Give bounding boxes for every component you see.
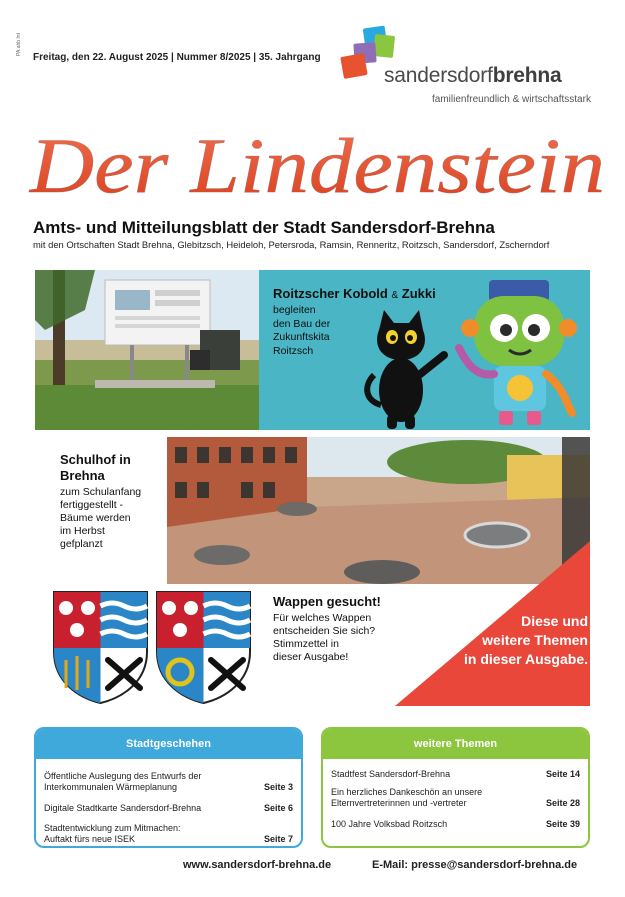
subtitle: Amts- und Mitteilungsblatt der Stadt Sandersdorf-Brehna: [33, 218, 495, 237]
toc-item-text: Stadtfest Sandersdorf-Brehna: [331, 769, 451, 779]
footer-website-link[interactable]: www.sandersdorf-brehna.de: [183, 859, 332, 871]
toc-item-page: Seite 28: [545, 798, 580, 808]
weitere-themen-header: weitere Themen: [323, 729, 588, 759]
schulhof-body-line: gefplanzt: [60, 538, 103, 550]
kobold-feature: [259, 270, 590, 430]
toc-item[interactable]: [331, 787, 580, 809]
toc-item[interactable]: [331, 819, 580, 830]
toc-item-text: 100 Jahre Volksbad Roitzsch: [331, 819, 448, 829]
kobold-title-b: Zukki: [401, 286, 436, 301]
schulhof-teaser: [60, 452, 170, 551]
black-cat-icon: [359, 305, 449, 430]
wappen-body-line: entscheiden Sie sich?: [273, 625, 376, 637]
logo-tagline: familienfreundlich & wirtschaftsstark: [432, 94, 591, 105]
toc-item-page: Seite 39: [545, 819, 580, 829]
schulhof-body-line: fertiggestellt -: [60, 499, 124, 511]
kobold-text-line: Zukunftskita: [273, 331, 330, 343]
stadtgeschehen-box: [34, 727, 303, 848]
construction-site-photo: [35, 270, 259, 430]
schulhof-body-line: Bäume werden: [60, 512, 131, 524]
toc-item-text: Digitale Stadtkarte Sandersdorf-Brehna: [44, 803, 202, 813]
teaser-line: weitere Themen: [482, 632, 588, 648]
toc-item-text: Stadtentwicklung zum Mitmachen:: [44, 823, 181, 833]
wappen-body-line: dieser Ausgabe!: [273, 651, 349, 663]
toc-item-page: Seite 14: [545, 769, 580, 779]
schulhof-title-line: Schulhof in: [60, 452, 131, 467]
schulhof-body: [60, 486, 170, 551]
teaser-text: [416, 612, 588, 669]
toc-item-text: Auftakt fürs neue ISEK: [44, 834, 136, 844]
issue-line: Freitag, den 22. August 2025 | Nummer 8/2025 | 35. Jahrgang: [33, 52, 321, 63]
wappen-body-line: Für welches Wappen: [273, 612, 372, 624]
construction-site-image: [35, 270, 259, 430]
schulhof-body-line: im Herbst: [60, 525, 105, 537]
schulhof-body-line: zum Schulanfang: [60, 486, 142, 498]
wappen-title: Wappen gesucht!: [273, 594, 381, 609]
kobold-title: [273, 286, 436, 301]
teaser-line: in dieser Ausgabe.: [464, 651, 588, 667]
toc-item-text: Elternvertreterinnen und -vertreter: [331, 798, 467, 808]
weitere-themen-box: [321, 727, 590, 848]
kobold-title-a: Roitzscher Kobold: [273, 286, 388, 301]
masthead-title: [25, 108, 615, 218]
toc-item[interactable]: [44, 803, 293, 814]
toc-item-text: Ein herzliches Dankeschön an unsere: [331, 787, 483, 797]
toc-item-page: Seite 6: [263, 803, 293, 813]
schulhof-title: [60, 452, 170, 484]
logo-name: [384, 64, 562, 88]
side-code: PA.ahb Int: [16, 33, 22, 56]
footer-email-link[interactable]: E-Mail: presse@sandersdorf-brehna.de: [372, 859, 578, 871]
kobold-title-amp: &: [391, 290, 399, 301]
coat-of-arms-option-2-icon: [155, 590, 252, 705]
toc-item-page: Seite 7: [263, 834, 293, 844]
wappen-body-line: Stimmzettel in: [273, 638, 339, 650]
teaser-line: Diese und: [521, 613, 588, 629]
logo-name-bold: brehna: [492, 64, 562, 87]
toc-item[interactable]: [44, 823, 293, 845]
coat-of-arms-option-1-icon: [52, 590, 149, 705]
places-line: mit den Ortschaften Stadt Brehna, Glebitzsch, Heideloh, Petersroda, Ramsin, Renneritz, Roitzsch, Sandersdorf, Zscherndorf: [33, 239, 550, 250]
toc-item-text: Öffentliche Auslegung des Entwurfs der: [44, 771, 202, 781]
kobold-text-line: den Bau der: [273, 317, 331, 330]
schulhof-title-line: Brehna: [60, 468, 105, 483]
masthead-title-text: Der Lindenstein: [28, 122, 606, 209]
kobold-text-line: Roitzsch: [273, 344, 314, 357]
toc-item[interactable]: [331, 769, 580, 780]
stadtgeschehen-header: Stadtgeschehen: [36, 729, 301, 759]
robot-zukki-icon: [454, 278, 584, 428]
toc-item-page: Seite 3: [263, 782, 293, 792]
logo-name-prefix: sandersdorf: [384, 64, 493, 87]
kobold-text: [273, 304, 330, 358]
kobold-text-line: begleiten: [273, 304, 316, 316]
toc-item-text: Interkommunalen Wärmeplanung: [44, 782, 178, 792]
toc-item[interactable]: [44, 771, 293, 793]
